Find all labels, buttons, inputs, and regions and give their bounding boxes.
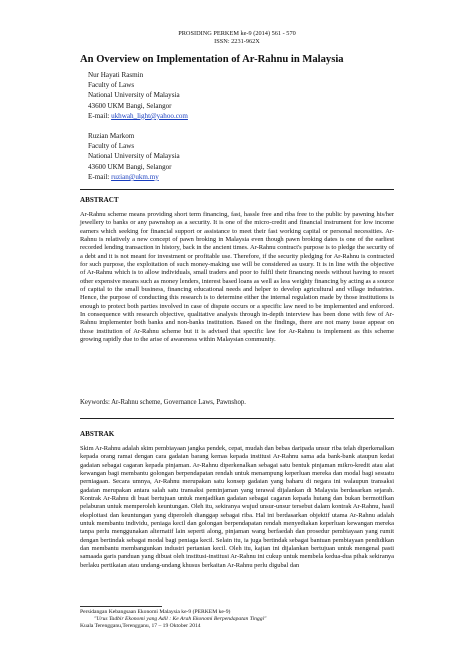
issn: ISSN: 2231-962X bbox=[214, 38, 260, 45]
author-email-line bbox=[88, 111, 188, 121]
abstract-heading: ABSTRACT bbox=[80, 196, 119, 204]
author-name: Nur Hayati Rasmin bbox=[88, 71, 144, 79]
email-label: E-mail: bbox=[88, 172, 110, 181]
abstrak-text: Skim Ar-Rahnu adalah skim pembiayaan jangka pendek, cepat, mudah dan bebas daripada unsur riba telah diperkenalkan kepada orang ramai dengan cara gadaian barang kemas kepada institusi Ar-Rahnu sama ada bank-bank ataupun kedai gadaian sebagai cagaran kepada pinjaman. Ar-Rahnu diperkenalkan sebagai satu bentuk pinjaman mikro-kredit atau alat kewangan bagi membantu golongan berpendapatan rendah untuk menampung keperluan mereka dan modal bagi sesuatu perniagaan. Secara umnya, Ar-Rahnu merupakan satu konsep gadaian yang baharu di negara ini walaupun transaksi gadaian merupakan antara salah satu transaksi peminjaman yang terawal dijalankan di Malaysia berdasarkan sejarah. Kontrak Ar-Rahnu di buat bertujuan untuk menjadikan gadaian sebagai cagaran kepada hutang dan bukan bermotifkan pelaburan untuk memperoleh keuntungan. Oleh itu, sekiranya wujud unsur-unsur tersebut dalam kontrak Ar-Rahnu, hasil eksploitasi dan keuntungan yang diperoleh dianggap sebagai riba. Hal ini berdasarkan objektif utama Ar-Rahnu adalah untuk membantu individu, peniaga kecil dan golongan berpendapatan rendah menyediakan keperluan kewangan mereka tanpa perlu menggunakan alternatif lain seperti along, pinjaman wang berfaedah dan prosedur pembiayaan yang rumit dengan bertindak sebagai modal bagi peniaga kecil. Selain itu, ia juga bertindak sebagai bantuan pembiayaan pendidikan dan membantu membangunkan industri pertanian kecil. Oleh itu, kajian ini dijalankan bertujuan untuk mengenal pasti samaada garis panduan yang dibuat oleh institusi-institusi Ar-Rahnu ini cukup untuk membela kedua-dua pihak sekiranya berlaku pertikaian atau undang-undang khusus berkaitan Ar-Rahnu perlu digubal dan bbox=[80, 445, 394, 569]
author-dept: Faculty of Laws bbox=[88, 81, 135, 90]
abstrak-heading: ABSTRAK bbox=[80, 430, 115, 438]
conference-theme: "Urus Tadbir Ekonomi yang Adil : Ke Arah Ekonomi Berpendapatan Tinggi" bbox=[94, 616, 267, 623]
author-email-link[interactable]: ruzian@ukm.my bbox=[111, 172, 159, 181]
abstract-bottom-rule bbox=[80, 418, 394, 419]
author-address: 43600 UKM Bangi, Selangor bbox=[88, 101, 172, 110]
author-dept: Faculty of Laws bbox=[88, 142, 135, 151]
email-label: E-mail: bbox=[88, 111, 110, 120]
conference-footnote bbox=[80, 609, 266, 631]
keywords: Keywords: Ar-Rahnu scheme, Governance Laws, Pawnshop. bbox=[80, 399, 246, 406]
author-email-link[interactable]: ukhwah_light@yahoo.com bbox=[111, 111, 188, 120]
author-university: National University of Malaysia bbox=[88, 91, 180, 100]
abstract-text: Ar-Rahnu scheme means providing short term financing, fast, hassle free and riba free to the public by pawning his/her jewellery to banks or any pawnshop as a security. It is one of the micro-credit and financial instrument for low income earners which seeking for financial support or assistance to meet their fast working capital or personal necessities. Ar-Rahnu is relatively a new concept of pawn broking in Malaysia even though pawn broking dates is one of the earliest recorded lending transaction in history, back in the ancient times. Ar-Rahnu contract's purpose is to pledge the security of a debt and it is not meant for investment or profitable use. Therefore, if the security pledging for Ar-Rahnu is contracted for such purpose, the exploitation of such money-making use will be considered as usury. It is in line with the objective of Ar-Rahnu which is to allow individuals, small traders and poor to fulfil their financing needs without having to resort other expensive means such as money lenders, interest based loans as well as less weighty financing by acting as a source of capital to the small business, financing educational needs and helper to develop agricultural and village industries. Hence, the purpose of conducting this research is to determine either the internal regulation made by those institutions is enough to protect both parties involved in case of dispute occurs or a specific law need to be implemented and enforced. In consequence with research objective, qualitative analysis through in-depth interview has been done with few of Ar-Rahnu implementer both banks and non-banks institution. Based on the findings, there are not many issue appear on those institution of Ar-Rahnu scheme but it is advised that specific law for Ar-Rahnu is implement as this scheme growing rapidly due to the arise of awareness within Malaysian community. bbox=[80, 211, 394, 344]
author-email-line bbox=[88, 172, 180, 182]
author-university: National University of Malaysia bbox=[88, 152, 180, 161]
footnote-rule bbox=[80, 606, 162, 607]
conference-name: Persidangan Kebangsaan Ekonomi Malaysia ke-9 (PERKEM ke-9) bbox=[80, 609, 231, 615]
paper-title: An Overview on Implementation of Ar-Rahnu in Malaysia bbox=[80, 54, 344, 65]
proceedings-citation: PROSIDING PERKEM ke-9 (2014) 561 - 570 bbox=[178, 30, 296, 37]
abstract-top-rule bbox=[80, 189, 394, 190]
author-name: Ruzian Markom bbox=[88, 132, 135, 140]
proceedings-header bbox=[0, 30, 474, 46]
author-block-1 bbox=[88, 70, 188, 121]
conference-venue-date: Kuala Terengganu,Terengganu, 17 – 19 Oktober 2014 bbox=[80, 623, 201, 630]
author-address: 43600 UKM Bangi, Selangor bbox=[88, 162, 172, 171]
author-block-2 bbox=[88, 131, 180, 182]
